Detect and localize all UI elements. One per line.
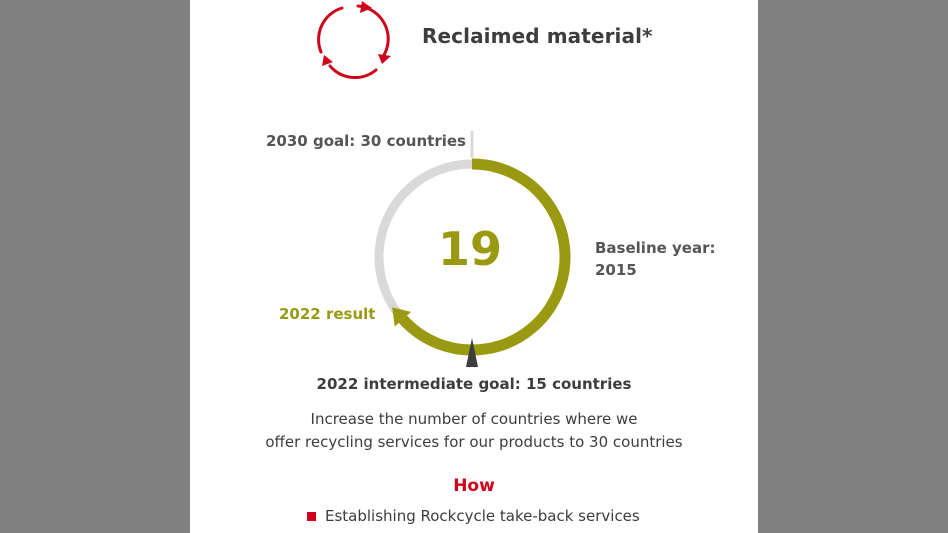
progress-value: 19	[437, 222, 502, 276]
bullet-square-icon	[307, 512, 316, 521]
goal-description	[190, 408, 758, 454]
recycle-arrows-icon	[319, 1, 391, 78]
baseline-label-line1: Baseline year:	[595, 239, 716, 257]
goal-description-line1: Increase the number of countries where we	[310, 410, 638, 428]
how-heading: How	[453, 476, 495, 496]
section-title: Reclaimed material*	[422, 24, 653, 48]
goal-label: 2030 goal: 30 countries	[266, 132, 466, 150]
goal-description-line2: offer recycling services for our products to 30 countries	[265, 433, 683, 451]
intermediate-goal-label: 2022 intermediate goal: 15 countries	[316, 375, 632, 393]
content-panel	[190, 0, 758, 533]
how-list-item	[307, 507, 640, 525]
how-list-item-text: Establishing Rockcycle take-back services	[325, 507, 640, 525]
result-label: 2022 result	[279, 305, 376, 323]
baseline-label-line2: 2015	[595, 261, 637, 279]
baseline-label	[595, 237, 715, 281]
